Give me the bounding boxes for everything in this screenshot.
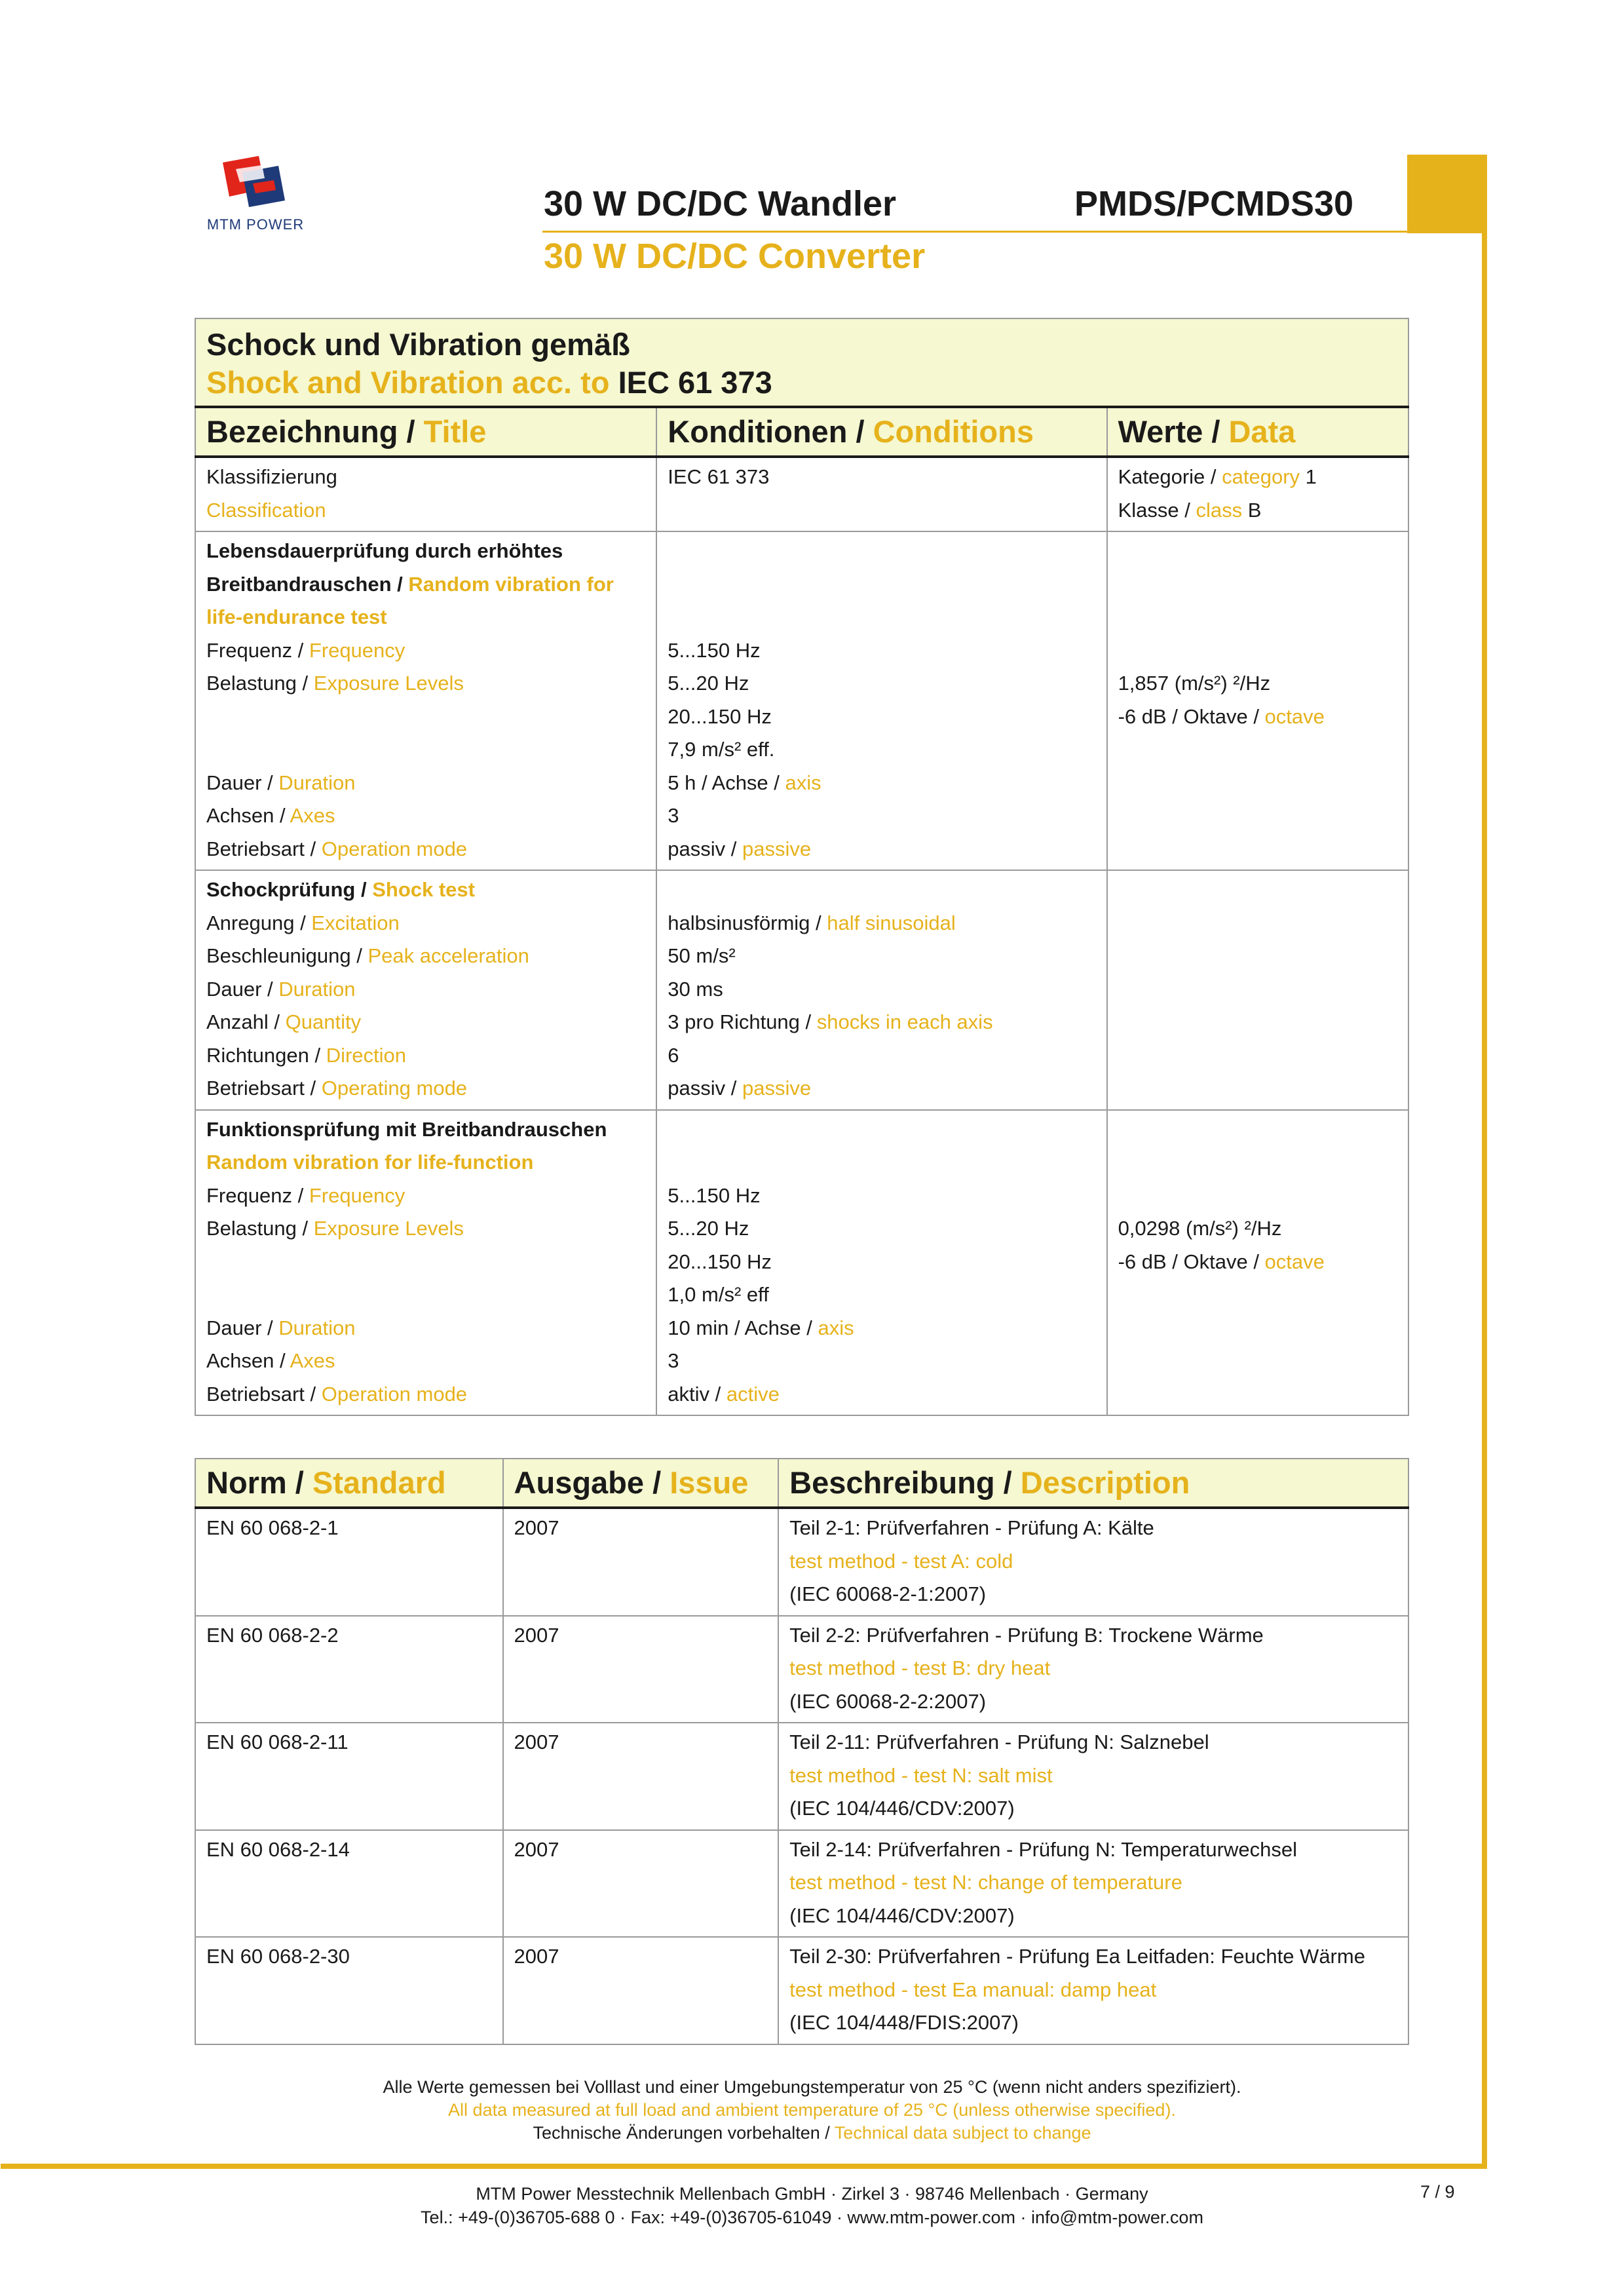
caption-en: Shock and Vibration acc. to [206, 365, 610, 400]
norm-cell: EN 60 068-2-1 [195, 1508, 503, 1616]
table-row [195, 457, 1408, 531]
caption-standard: IEC 61 373 [618, 365, 772, 400]
table-header-row [195, 407, 1408, 457]
norm-cell: EN 60 068-2-11 [195, 1723, 503, 1830]
table-header-row [195, 1459, 1408, 1508]
row-title: Lebensdauerprüfung durch erhöhtes Breitbandrauschen / Random vibration for life-endurance test Frequenz / Frequency Belastung / Exposure Levels Dauer / Duration Achsen / Axes Betriebsart / Operation mode [195, 531, 656, 870]
page-number: 7 / 9 [1420, 2182, 1455, 2202]
row-conditions: 5...150 Hz 5...20 Hz 20...150 Hz 1,0 m/s² eff 10 min / Achse / axis 3 aktiv / active [656, 1110, 1106, 1416]
company-address: MTM Power Messtechnik Mellenbach GmbH · Zirkel 3 · 98746 Mellenbach · Germany [476, 2184, 1148, 2204]
row-data: Kategorie / category 1 Klasse / class B [1107, 457, 1408, 531]
description-cell: Teil 2-2: Prüfverfahren - Prüfung B: Trockene Wärme test method - test B: dry heat (IEC 60068-2-2:2007) [778, 1616, 1408, 1723]
page-border-right [1482, 155, 1487, 2169]
note-en: All data measured at full load and ambient temperature of 25 °C (unless otherwise specified). [448, 2100, 1176, 2120]
changes-en: Technical data subject to change [834, 2123, 1091, 2143]
row-title: Klassifizierung Classification [195, 457, 656, 531]
row-title: Funktionsprüfung mit Breitbandrauschen Random vibration for life-function Frequenz / Frequency Belastung / Exposure Levels Dauer / Duration Achsen / Axes Betriebsart / Operation mode [195, 1110, 656, 1416]
column-header-standard: Norm / Standard [195, 1459, 503, 1508]
issue-cell: 2007 [503, 1723, 779, 1830]
page-title-de: 30 W DC/DC Wandler [544, 184, 897, 223]
corner-tab [1407, 155, 1487, 233]
column-header-issue: Ausgabe / Issue [503, 1459, 779, 1508]
logo-text: MTM POWER [206, 216, 305, 233]
norm-cell: EN 60 068-2-14 [195, 1830, 503, 1938]
table-row [195, 1723, 1408, 1830]
page-border-bottom [1, 2164, 1487, 2169]
description-cell: Teil 2-14: Prüfverfahren - Prüfung N: Temperaturwechsel test method - test N: change of temperature (IEC 104/446/CDV:2007) [778, 1830, 1408, 1938]
column-header-title: Bezeichnung / Title [195, 407, 656, 457]
description-cell: Teil 2-1: Prüfverfahren - Prüfung A: Kälte test method - test A: cold (IEC 60068-2-1:2007) [778, 1508, 1408, 1616]
table-row [195, 531, 1408, 870]
table-row [195, 1110, 1408, 1416]
issue-cell: 2007 [503, 1937, 779, 2044]
column-header-description: Beschreibung / Description [778, 1459, 1408, 1508]
note-de: Alle Werte gemessen bei Volllast und einer Umgebungstemperatur von 25 °C (wenn nicht anders spezifiziert). [383, 2077, 1241, 2097]
table-row [195, 870, 1408, 1110]
norm-cell: EN 60 068-2-2 [195, 1616, 503, 1723]
row-data: 1,857 (m/s²) ²/Hz -6 dB / Oktave / octave [1107, 531, 1408, 870]
row-data [1107, 870, 1408, 1110]
table-caption-row [195, 318, 1408, 407]
footer-address [0, 2182, 1624, 2229]
issue-cell: 2007 [503, 1830, 779, 1938]
row-data: 0,0298 (m/s²) ²/Hz -6 dB / Oktave / octave [1107, 1110, 1408, 1416]
page-title-en: 30 W DC/DC Converter [544, 237, 926, 276]
column-header-data: Werte / Data [1107, 407, 1408, 457]
description-cell: Teil 2-30: Prüfverfahren - Prüfung Ea Leitfaden: Feuchte Wärme test method - test Ea manual: damp heat (IEC 104/448/FDIS:2007) [778, 1937, 1408, 2044]
issue-cell: 2007 [503, 1508, 779, 1616]
changes-de: Technische Änderungen vorbehalten [533, 2123, 820, 2143]
company-contact: Tel.: +49-(0)36705-688 0 · Fax: +49-(0)36705-61049 · www.mtm-power.com · info@mtm-power.com [421, 2208, 1203, 2227]
description-cell: Teil 2-11: Prüfverfahren - Prüfung N: Salznebel test method - test N: salt mist (IEC 104/446/CDV:2007) [778, 1723, 1408, 1830]
measurement-note: Alle Werte gemessen bei Volllast und einer Umgebungstemperatur von 25 °C (wenn nicht anders spezifiziert). All data measured at full load and ambient temperature of 25 °C (unless otherwise specified). Technische Änderungen vorbehalten / Technical data subject to change [0, 2076, 1624, 2145]
row-conditions: 5...150 Hz 5...20 Hz 20...150 Hz 7,9 m/s² eff. 5 h / Achse / axis 3 passiv / passive [656, 531, 1106, 870]
table-row [195, 1830, 1408, 1938]
issue-cell: 2007 [503, 1616, 779, 1723]
column-header-conditions: Konditionen / Conditions [656, 407, 1106, 457]
product-code: PMDS/PCMDS30 [1074, 184, 1354, 223]
table-caption [195, 318, 1408, 407]
row-conditions: halbsinusförmig / half sinusoidal 50 m/s² 30 ms 3 pro Richtung / shocks in each axis 6 passiv / passive [656, 870, 1106, 1110]
row-conditions: IEC 61 373 [656, 457, 1106, 531]
caption-de: Schock und Vibration gemäß [206, 327, 630, 362]
row-title: Schockprüfung / Shock test Anregung / Excitation Beschleunigung / Peak acceleration Dauer / Duration Anzahl / Quantity Richtungen / Direction Betriebsart / Operating mode [195, 870, 656, 1110]
table-row [195, 1937, 1408, 2044]
standards-table [195, 1458, 1409, 2045]
shock-vibration-table [195, 318, 1409, 1416]
table-row [195, 1508, 1408, 1616]
norm-cell: EN 60 068-2-30 [195, 1937, 503, 2044]
table-row [195, 1616, 1408, 1723]
header-rule [542, 231, 1407, 233]
